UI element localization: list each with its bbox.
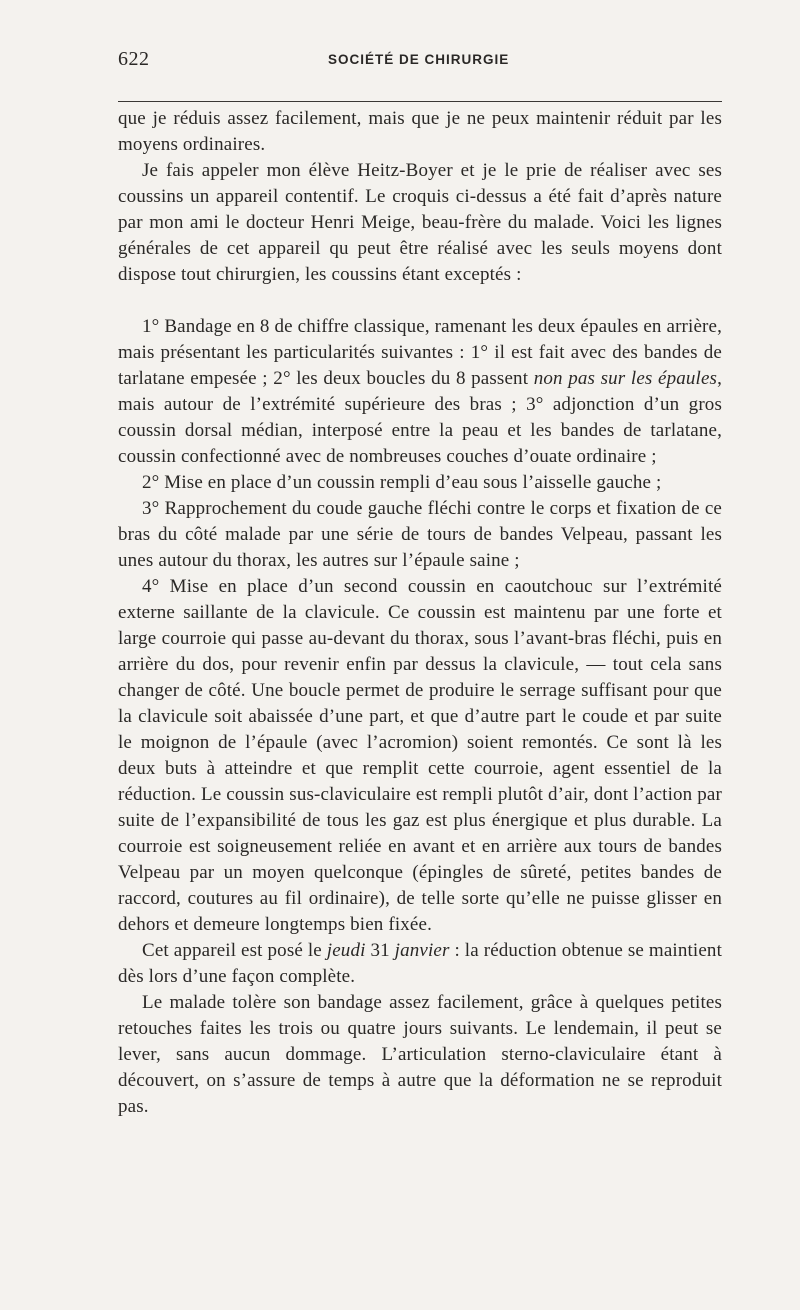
paragraph-date <box>118 938 722 990</box>
paragraph-appareil: Je fais appeler mon élève Heitz-Boyer et je le prie de réaliser avec ses coussins un appareil contentif. Le croquis ci-dessus a été fait d’après nature par mon ami le docteur Henri Meige, beau-frère du malade. Voici les lignes générales de cet appareil qu peut être réalisé avec les seuls moyens dont dispose tout chirurgien, les coussins étant exceptés : <box>118 160 722 285</box>
header-rule <box>118 101 722 102</box>
running-title: SOCIÉTÉ DE CHIRURGIE <box>328 52 510 67</box>
item-1-italic-phrase: non pas sur les épaules <box>533 368 718 389</box>
body-text <box>118 106 722 1120</box>
date-italic-month: janvier <box>394 940 450 961</box>
paragraph-continuation: que je réduis assez facilement, mais que je ne peux maintenir réduit par les moyens ordinaires. <box>118 108 722 155</box>
page-number: 622 <box>118 48 150 70</box>
date-text-middle: 31 <box>365 940 395 961</box>
date-text-before: Cet appareil est posé le <box>142 940 327 961</box>
page-header <box>118 48 722 76</box>
item-1-text-after: , mais autour de l’extrémité supérieure des bras ; 3° adjonction d’un gros coussin dorsal médian, interposé entre la peau et les bandes de tarlatane, coussin confectionné avec de nombreuses couches d’ouate ordinaire ; <box>118 368 723 467</box>
date-italic-day: jeudi <box>326 940 366 961</box>
date-text-after: : la réduction obtenue se maintient dès lors d’une façon complète. <box>118 940 723 987</box>
item-1-text-before: 1° Bandage en 8 de chiffre classique, ramenant les deux épaules en arrière, mais présentant les particularités suivantes : 1° il est fait avec des bandes de tarlatane empesée ; 2° les deux boucles du 8 passent <box>118 316 722 389</box>
paragraph-item-2: 2° Mise en place d’un coussin rempli d’eau sous l’aisselle gauche ; <box>142 472 662 493</box>
paragraph-tolerance: Le malade tolère son bandage assez facilement, grâce à quelques petites retouches faites les trois ou quatre jours suivants. Le lendemain, il peut se lever, sans aucun dommage. L’articulation sterno-claviculaire étant à découvert, on s’assure de temps à autre que la déformation ne se reproduit pas. <box>118 992 722 1117</box>
paragraph-item-4: 4° Mise en place d’un second coussin en caoutchouc sur l’extrémité externe saillante de la clavicule. Ce coussin est maintenu par une forte et large courroie qui passe au-devant du thorax, sous l’avant-bras fléchi, puis en arrière du dos, pour revenir enfin par dessus la clavicule, — tout cela sans changer de côté. Une boucle permet de produire le serrage suffisant pour que la clavicule soit abaissée d’une part, et que d’autre part le coude et par suite le moignon de l’épaule (avec l’acromion) soient remontés. Ce sont là les deux buts à atteindre et que remplit cette courroie, agent essentiel de la réduction. Le coussin sus-claviculaire est rempli plutôt d’air, dont l’action par suite de l’expansibilité de tous les gaz est plus énergique et plus durable. La courroie est soigneusement reliée en avant et en arrière aux tours de bandes Velpeau par un moyen quelconque (épingles de sûreté, petites bandes de raccord, coutures au fil ordinaire), de telle sorte qu’elle ne puisse glisser en dehors et demeure longtemps bien fixée. <box>118 576 722 935</box>
paragraph-item-1 <box>118 314 722 470</box>
paragraph-item-3: 3° Rapprochement du coude gauche fléchi contre le corps et fixation de ce bras du côté malade par une série de tours de bandes Velpeau, passant les unes autour du thorax, les autres sur l’épaule saine ; <box>118 498 722 571</box>
